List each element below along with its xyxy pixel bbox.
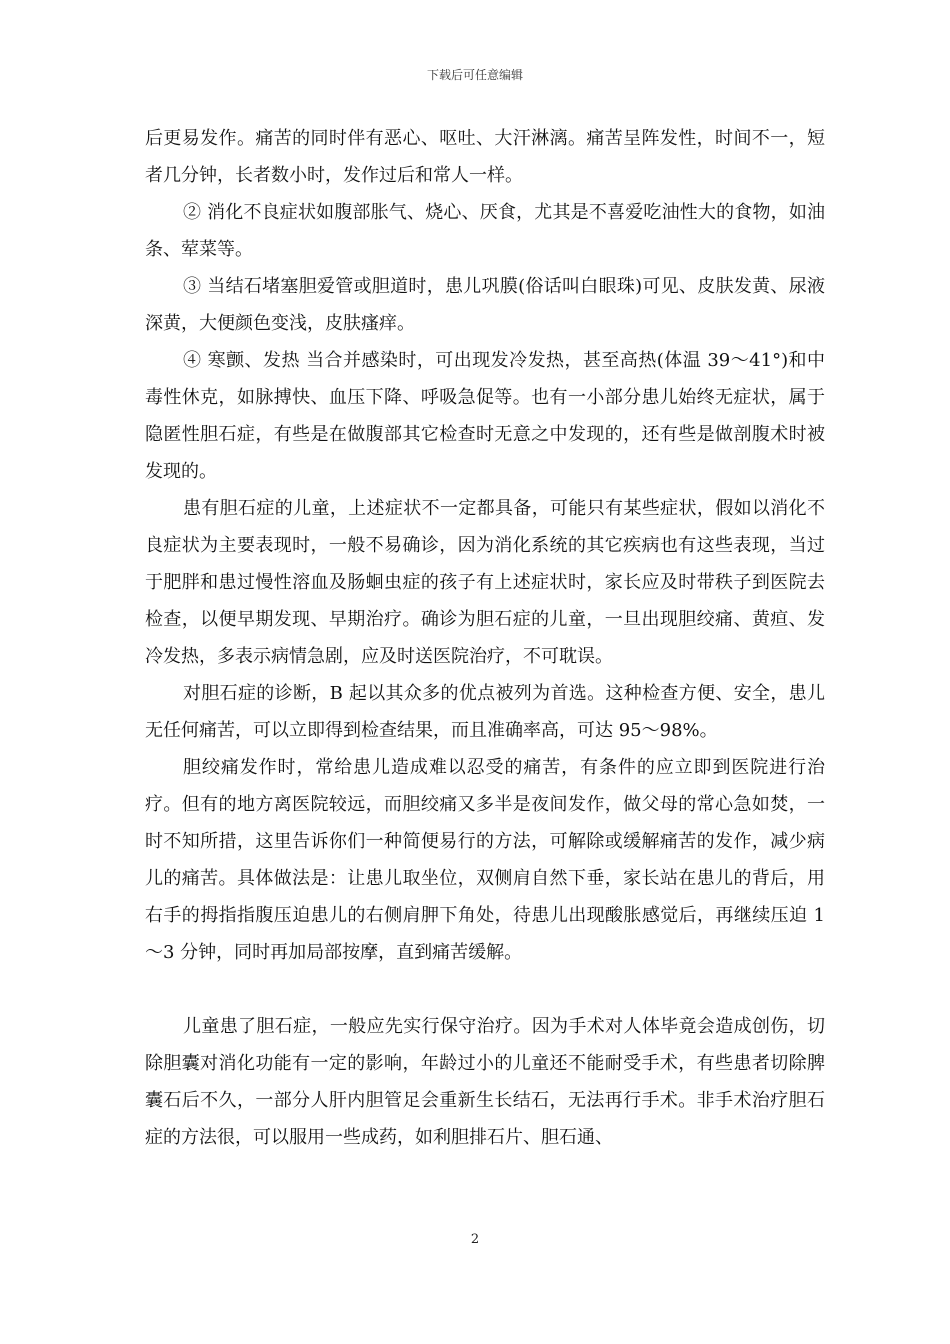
paragraph-symptom-4: ④ 寒颤、发热 当合并感染时，可出现发冷发热，甚至高热(体温 39～41°)和中毒性休克，如脉搏快、血压下降、呼吸急促等。也有一小部分患儿始终无症状，属于隐匿性胆石症，有些是在做腹部其它检查时无意之中发现的，还有些是做剖腹术时被发现的。 bbox=[145, 350, 825, 482]
paragraph-gap bbox=[145, 971, 825, 1008]
paragraph-symptom-2: ② 消化不良症状如腹部胀气、烧心、厌食，尤其是不喜爱吃油性大的食物，如油条、荤菜等。 bbox=[145, 202, 825, 260]
page-number: 2 bbox=[470, 1232, 480, 1247]
body-text bbox=[145, 120, 825, 1156]
page-header: 下载后可任意编辑 bbox=[426, 68, 523, 82]
paragraph-symptom-3: ③ 当结石堵塞胆爱管或胆道时，患儿巩膜(俗话叫白眼珠)可见、皮肤发黄、尿液深黄，大便颜色变浅，皮肤瘙痒。 bbox=[145, 276, 825, 334]
paragraph-continuation: 后更易发作。痛苦的同时伴有恶心、呕吐、大汗淋漓。痛苦呈阵发性，时间不一，短者几分钟，长者数小时，发作过后和常人一样。 bbox=[145, 128, 825, 186]
paragraph-pain-relief: 胆绞痛发作时，常给患儿造成难以忍受的痛苦，有条件的应立即到医院进行治疗。但有的地方离医院较远，而胆绞痛又多半是夜间发作，做父母的常心急如焚，一时不知所措，这里告诉你们一种简便易行的方法，可解除或缓解痛苦的发作，减少病儿的痛苦。具体做法是：让患儿取坐位，双侧肩自然下垂，家长站在患儿的背后，用右手的拇指指腹压迫患儿的右侧肩胛下角处，待患儿出现酸胀感觉后，再继续压迫 1～3 分钟，同时再加局部按摩，直到痛苦缓解。 bbox=[145, 757, 825, 963]
paragraph-treatment: 儿童患了胆石症，一般应先实行保守治疗。因为手术对人体毕竟会造成创伤，切除胆囊对消化功能有一定的影响，年龄过小的儿童还不能耐受手术，有些患者切除脾囊石后不久，一部分人肝内胆管足会重新生长结石，无法再行手术。非手术治疗胆石症的方法很，可以服用一些成药，如利胆排石片、胆石通、 bbox=[145, 1016, 825, 1148]
paragraph-diagnosis-difficulty: 患有胆石症的儿童，上述症状不一定都具备，可能只有某些症状，假如以消化不良症状为主要表现时，一般不易确诊，因为消化系统的其它疾病也有这些表现，当过于肥胖和患过慢性溶血及肠蛔虫症的孩子有上述症状时，家长应及时带秩子到医院去检查，以便早期发现、早期治疗。确诊为胆石症的儿童，一旦出现胆绞痛、黄疸、发冷发热，多表示病情急剧，应及时送医院治疗，不可耽误。 bbox=[145, 498, 825, 667]
paragraph-b-ultrasound: 对胆石症的诊断，B 起以其众多的优点被列为首选。这种检查方便、安全，患儿无任何痛苦，可以立即得到检查结果，而且准确率高，可达 95～98%。 bbox=[145, 683, 825, 741]
